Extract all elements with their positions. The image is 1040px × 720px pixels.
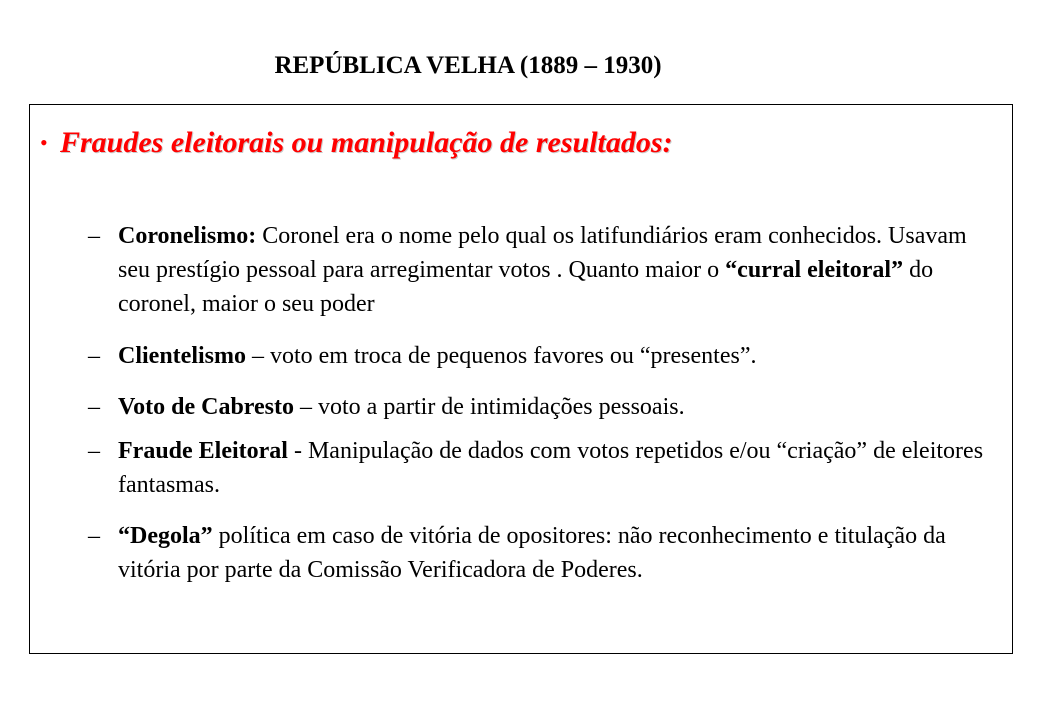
list-item-text <box>118 434 998 502</box>
list-item-text <box>118 219 998 321</box>
list-item-voto-de-cabresto <box>88 390 998 424</box>
content-box <box>29 104 1013 654</box>
list-item-degola <box>88 519 998 587</box>
list-item-text <box>118 390 998 424</box>
dash-bullet-icon: – <box>88 223 100 249</box>
dash-bullet-icon: – <box>88 438 100 464</box>
item-text: – voto a partir de intimidações pessoais. <box>294 394 685 420</box>
dash-bullet-icon: – <box>88 523 100 549</box>
item-text-part: do coronel, maior o seu poder <box>118 257 934 317</box>
list-item-coronelismo <box>88 219 998 321</box>
item-text: – voto em troca de pequenos favores ou “presentes”. <box>245 343 757 369</box>
emphasis-curral-eleitoral: “curral eleitoral” <box>725 257 904 283</box>
list-item-text <box>118 519 998 587</box>
term-fraude-eleitoral: Fraude Eleitoral <box>118 438 288 464</box>
list-item-fraude-eleitoral <box>88 434 998 502</box>
list-item-text <box>118 339 998 373</box>
bullet-icon: • <box>40 130 48 155</box>
heading-row <box>40 123 673 163</box>
item-text-part: Coronel era o nome pelo qual os latifundiários eram conhecidos. Usavam seu prestígio pessoal para arregimentar votos . Quanto maior o <box>118 223 967 283</box>
dash-bullet-icon: – <box>88 343 100 369</box>
slide-title: REPÚBLICA VELHA (1889 – 1930) <box>274 52 662 79</box>
section-heading: Fraudes eleitorais ou manipulação de resultados: <box>60 126 673 159</box>
item-text: política em caso de vitória de opositores: não reconhecimento e titulação da vitória por parte da Comissão Verificadora de Poderes. <box>118 523 946 583</box>
list-item-clientelismo <box>88 339 998 373</box>
item-text: - Manipulação de dados com votos repetidos e/ou “criação” de eleitores fantasmas. <box>118 438 984 498</box>
term-voto-de-cabresto: Voto de Cabresto <box>118 394 295 420</box>
dash-bullet-icon: – <box>88 394 100 420</box>
term-degola: “Degola” <box>118 523 213 549</box>
term-clientelismo: Clientelismo <box>118 343 246 369</box>
term-coronelismo: Coronelismo: <box>118 223 257 249</box>
